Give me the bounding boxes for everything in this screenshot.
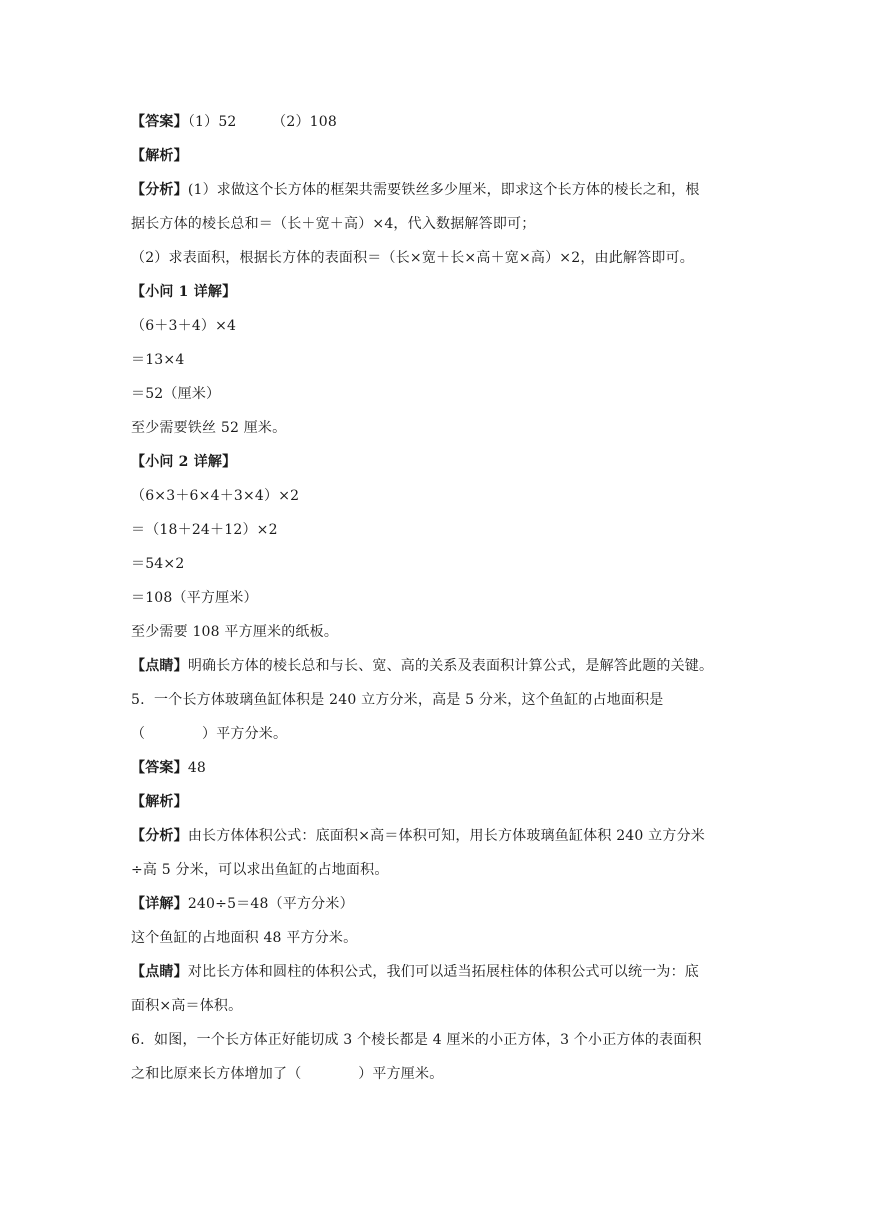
remark-text: 明确长方体的棱长总和与长、宽、高的关系及表面积计算公式，是解答此题的关键。	[187, 658, 714, 674]
detail-line-1	[131, 894, 354, 914]
analysis-line-3: （2）求表面积，根据长方体的表面积＝（长×宽＋长×高＋宽×高）×2，由此解答即可。	[131, 250, 694, 266]
analysis-text: 由长方体体积公式：底面积×高＝体积可知，用长方体玻璃鱼缸体积 240 立方分米	[187, 828, 705, 844]
calc-line-5: ＝（18＋24＋12）×2	[131, 522, 278, 538]
analysis-text: (1）求做这个长方体的框架共需要铁丝多少厘米，即求这个长方体的棱长之和，根	[187, 182, 700, 198]
analysis-line-5: ÷高 5 分米，可以求出鱼缸的占地面积。	[131, 862, 389, 878]
answer-tag: 【答案】	[131, 114, 188, 130]
question-5-line-1: 5. 一个长方体玻璃鱼缸体积是 240 立方分米，高是 5 分米，这个鱼缸的占地面积是	[131, 692, 664, 708]
analysis-heading-2: 【解析】	[131, 794, 188, 810]
remark-text: 对比长方体和圆柱的体积公式，我们可以适当拓展柱体的体积公式可以统一为：底	[187, 964, 700, 980]
calc-line-4: （6×3＋6×4＋3×4）×2	[131, 488, 300, 504]
question-5-line-2: （ ）平方分米。	[131, 726, 288, 742]
analysis-line-4	[131, 826, 705, 846]
remark-line-1	[131, 656, 713, 676]
analysis-line-1	[131, 180, 700, 200]
subquestion-1-heading: 【小问 1 详解】	[131, 284, 237, 300]
calc-line-3: ＝52（厘米）	[131, 386, 221, 402]
remark-tag: 【点睛】	[131, 658, 188, 674]
detail-text: 240÷5＝48（平方分米）	[187, 896, 354, 912]
answer-line-2	[131, 758, 206, 778]
answer-text: 48	[187, 760, 207, 776]
answer-tag: 【答案】	[131, 760, 188, 776]
analysis-tag: 【分析】	[131, 182, 188, 198]
calc-line-6: ＝54×2	[131, 556, 185, 572]
answer-text: （1）52 （2）108	[187, 114, 337, 130]
analysis-heading-1: 【解析】	[131, 148, 188, 164]
analysis-tag: 【分析】	[131, 828, 188, 844]
answer-line-1	[131, 112, 337, 132]
calc-line-2: ＝13×4	[131, 352, 185, 368]
calc-line-7: ＝108（平方厘米）	[131, 590, 258, 606]
conclusion-line-2: 至少需要 108 平方厘米的纸板。	[131, 624, 339, 640]
detail-tag: 【详解】	[131, 896, 188, 912]
subquestion-2-heading: 【小问 2 详解】	[131, 454, 237, 470]
remark-line-3: 面积×高＝体积。	[131, 998, 243, 1014]
remark-tag: 【点睛】	[131, 964, 188, 980]
calc-line-1: （6＋3＋4）×4	[131, 318, 237, 334]
conclusion-line-3: 这个鱼缸的占地面积 48 平方分米。	[131, 930, 358, 946]
question-6-line-2: 之和比原来长方体增加了（ ）平方厘米。	[131, 1066, 444, 1082]
analysis-line-2: 据长方体的棱长总和＝（长＋宽＋高）×4，代入数据解答即可；	[131, 216, 536, 232]
question-6-line-1: 6. 如图，一个长方体正好能切成 3 个棱长都是 4 厘米的小正方体，3 个小正方体的表面积	[131, 1032, 702, 1048]
conclusion-line-1: 至少需要铁丝 52 厘米。	[131, 420, 287, 436]
remark-line-2	[131, 962, 699, 982]
